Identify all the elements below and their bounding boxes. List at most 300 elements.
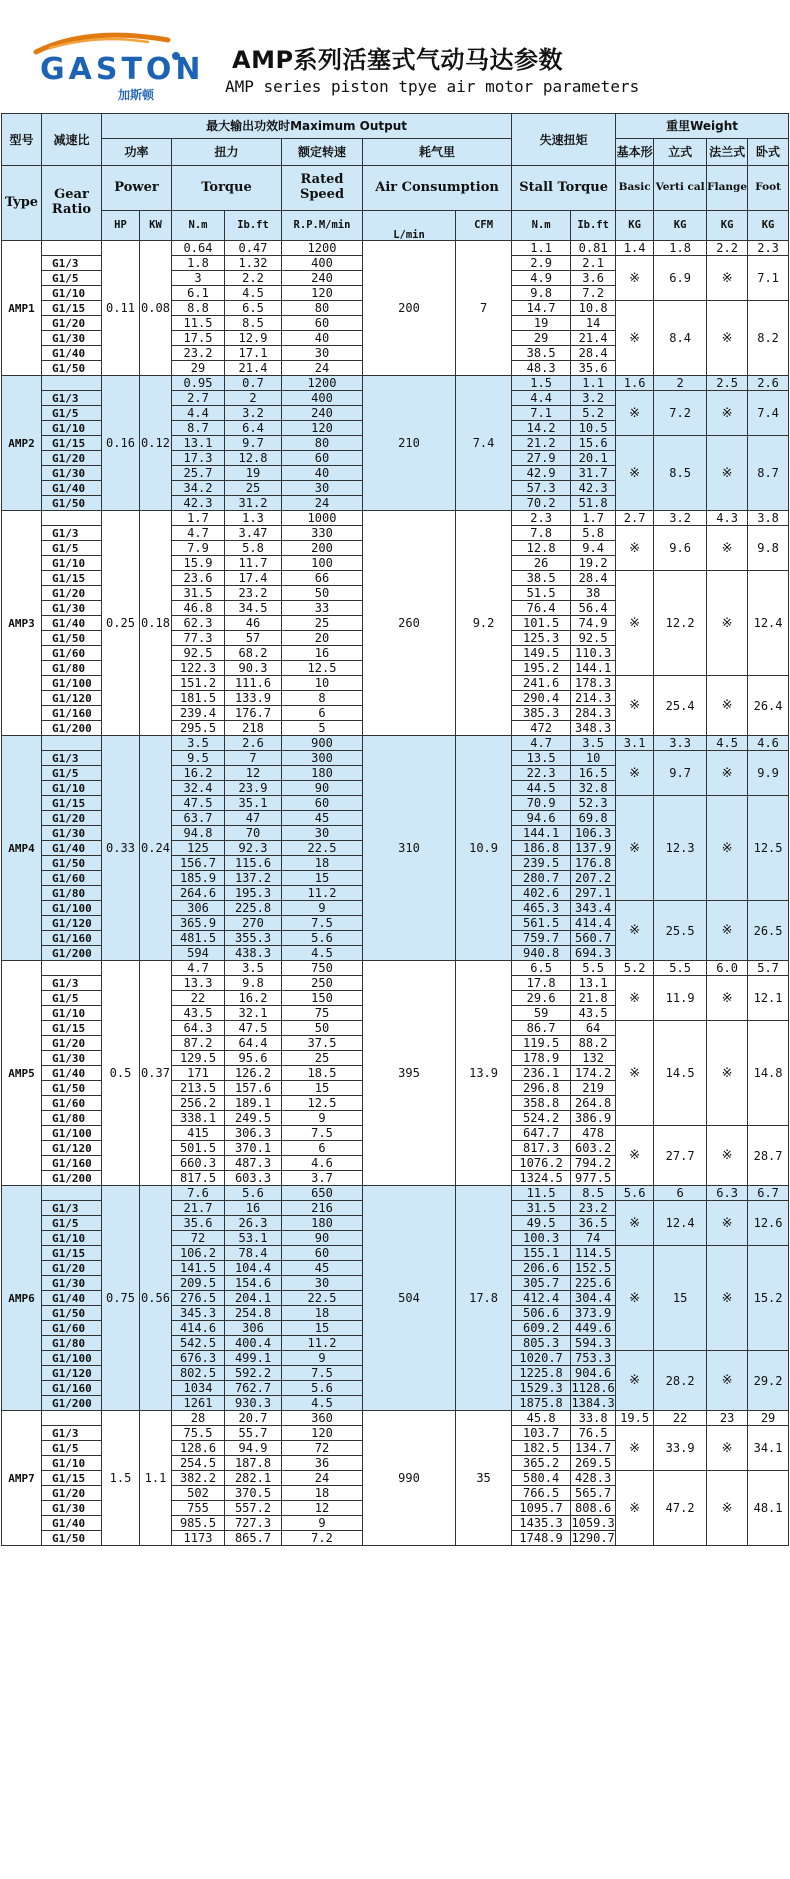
- power-hp-cell: 0.11: [102, 241, 140, 376]
- stall-lbft-cell: 28.4: [571, 571, 616, 586]
- weight-basic-cell: 2.7: [616, 511, 654, 526]
- weight-flange-cell: ※: [707, 391, 748, 436]
- gear-ratio-cell: G1/3: [42, 256, 102, 271]
- weight-foot-cell: 8.7: [748, 436, 789, 511]
- rated-speed-cell: 330: [282, 526, 363, 541]
- torque-lbft-cell: 157.6: [225, 1081, 282, 1096]
- gear-ratio-cell: G1/100: [42, 1351, 102, 1366]
- gear-ratio-cell: G1/10: [42, 1456, 102, 1471]
- torque-nm-cell: 43.5: [172, 1006, 225, 1021]
- stall-lbft-cell: 977.5: [571, 1171, 616, 1186]
- stall-nm-cell: 358.8: [512, 1096, 571, 1111]
- gear-ratio-cell: G1/60: [42, 871, 102, 886]
- gear-ratio-cell: G1/160: [42, 1381, 102, 1396]
- rated-speed-cell: 25: [282, 1051, 363, 1066]
- weight-vertical-cell: 12.3: [654, 796, 707, 901]
- stall-nm-cell: 365.2: [512, 1456, 571, 1471]
- torque-nm-cell: 295.5: [172, 721, 225, 736]
- weight-vertical-cell: 6.9: [654, 256, 707, 301]
- gear-ratio-cell: G1/15: [42, 301, 102, 316]
- rated-speed-cell: 240: [282, 271, 363, 286]
- gear-ratio-cell: G1/5: [42, 991, 102, 1006]
- stall-lbft-cell: 1384.3: [571, 1396, 615, 1410]
- stall-nm-cell: 29: [512, 331, 571, 346]
- weight-foot-cell: 7.1: [748, 256, 789, 301]
- torque-nm-cell: 106.2: [172, 1246, 225, 1261]
- stall-nm-cell: 14.7: [512, 301, 571, 316]
- rated-speed-cell: 7.5: [282, 1126, 363, 1141]
- stall-lbft-cell: 174.2: [571, 1066, 616, 1081]
- rated-speed-cell: 300: [282, 751, 363, 766]
- stall-lbft-cell: 5.2: [571, 406, 616, 421]
- torque-nm-cell: 3: [172, 271, 225, 286]
- stall-lbft-cell: 373.9: [571, 1306, 616, 1321]
- torque-lbft-cell: 5.8: [225, 541, 282, 556]
- stall-lbft-cell: 214.3: [571, 691, 616, 706]
- weight-vertical-cell: 33.9: [654, 1426, 707, 1471]
- rated-speed-cell: 4.5: [282, 946, 363, 961]
- weight-vertical-cell: 25.4: [654, 676, 707, 736]
- air-lmin-cell: 395: [363, 961, 456, 1186]
- gear-ratio-cell: G1/20: [42, 811, 102, 826]
- gear-ratio-cell: G1/100: [42, 901, 102, 916]
- torque-nm-cell: 13.3: [172, 976, 225, 991]
- stall-lbft-cell: 51.8: [571, 496, 616, 511]
- air-cfm-cell: 7: [456, 241, 512, 376]
- model-name: AMP5: [2, 961, 42, 1186]
- stall-nm-cell: 119.5: [512, 1036, 571, 1051]
- rated-speed-cell: 66: [282, 571, 363, 586]
- torque-lbft-cell: 57: [225, 631, 282, 646]
- rated-speed-cell: 90: [282, 1231, 363, 1246]
- torque-nm-cell: 2.7: [172, 391, 225, 406]
- table-row: [2, 376, 789, 391]
- stall-lbft-cell: 603.2: [571, 1141, 616, 1156]
- stall-nm-cell: 1076.2: [512, 1156, 571, 1171]
- gear-ratio-cell: G1/20: [42, 1261, 102, 1276]
- stall-nm-cell: 647.7: [512, 1126, 571, 1141]
- stall-nm-cell: 236.1: [512, 1066, 571, 1081]
- torque-nm-cell: 11.5: [172, 316, 225, 331]
- torque-lbft-cell: 47: [225, 811, 282, 826]
- torque-nm-cell: 151.2: [172, 676, 225, 691]
- stall-lbft-cell: 297.1: [571, 886, 616, 901]
- stall-lbft-cell: 76.5: [571, 1426, 616, 1441]
- parameter-table: [1, 113, 789, 1546]
- weight-flange-cell: ※: [707, 1426, 748, 1471]
- table-row: [2, 241, 789, 256]
- page-title: AMP系列活塞式气动马达参数: [232, 46, 564, 74]
- weight-flange-cell: 4.3: [707, 511, 748, 526]
- stall-nm-cell: 178.9: [512, 1051, 571, 1066]
- stall-nm-cell: 26: [512, 556, 571, 571]
- rated-speed-cell: 650: [282, 1186, 363, 1201]
- stall-nm-cell: 44.5: [512, 781, 571, 796]
- rated-speed-cell: 12: [282, 1501, 363, 1516]
- weight-flange-cell: 6.0: [707, 961, 748, 976]
- weight-vertical-cell: 28.2: [654, 1351, 707, 1411]
- rated-speed-cell: 45: [282, 1261, 363, 1276]
- rated-speed-cell: 120: [282, 421, 363, 436]
- torque-nm-cell: 209.5: [172, 1276, 225, 1291]
- power-hp-cell: 1.5: [102, 1411, 140, 1546]
- rated-speed-cell: 120: [282, 1426, 363, 1441]
- torque-nm-cell: 9.5: [172, 751, 225, 766]
- rated-speed-cell: 40: [282, 331, 363, 346]
- rated-speed-cell: 4.5: [282, 1396, 363, 1411]
- rated-speed-cell: 216: [282, 1201, 363, 1216]
- rated-speed-cell: 30: [282, 481, 363, 496]
- unit-cfm: CFM: [456, 211, 512, 241]
- weight-foot-cell: 3.8: [748, 511, 789, 526]
- stall-nm-cell: 101.5: [512, 616, 571, 631]
- header-rated-speed: Rated Speed: [282, 166, 363, 211]
- stall-lbft-cell: 594.3: [571, 1336, 616, 1351]
- gear-ratio-cell: G1/100: [42, 1126, 102, 1141]
- gear-ratio-cell: [42, 241, 102, 256]
- weight-vertical-cell: 9.6: [654, 526, 707, 571]
- torque-lbft-cell: 12: [225, 766, 282, 781]
- unit-kg-flange: KG: [707, 211, 748, 241]
- rated-speed-cell: 240: [282, 406, 363, 421]
- air-cfm-cell: 17.8: [456, 1186, 512, 1411]
- torque-lbft-cell: 92.3: [225, 841, 282, 856]
- unit-stall-lbft: Ib.ft: [571, 211, 616, 241]
- power-kw-cell: 0.18: [140, 511, 172, 736]
- gear-ratio-cell: G1/15: [42, 436, 102, 451]
- gear-ratio-cell: G1/20: [42, 451, 102, 466]
- torque-nm-cell: 35.6: [172, 1216, 225, 1231]
- torque-lbft-cell: 11.7: [225, 556, 282, 571]
- table-header: [2, 114, 789, 241]
- stall-nm-cell: 38.5: [512, 571, 571, 586]
- table-body: [2, 241, 789, 1546]
- stall-lbft-cell: 20.1: [571, 451, 616, 466]
- torque-lbft-cell: 47.5: [225, 1021, 282, 1036]
- torque-nm-cell: 28: [172, 1411, 225, 1426]
- torque-lbft-cell: 254.8: [225, 1306, 282, 1321]
- weight-flange-cell: ※: [707, 1246, 748, 1351]
- torque-nm-cell: 23.6: [172, 571, 225, 586]
- stall-lbft-cell: 144.1: [571, 661, 616, 676]
- torque-lbft-cell: 20.7: [225, 1411, 282, 1426]
- weight-foot-cell: 29: [748, 1411, 789, 1426]
- torque-nm-cell: 72: [172, 1231, 225, 1246]
- stall-lbft-cell: 69.8: [571, 811, 616, 826]
- header-foot: Foot: [748, 166, 789, 211]
- weight-basic-cell: 19.5: [616, 1411, 654, 1426]
- weight-flange-cell: ※: [707, 436, 748, 511]
- rated-speed-cell: 250: [282, 976, 363, 991]
- torque-lbft-cell: 400.4: [225, 1336, 282, 1351]
- weight-vertical-cell: 3.2: [654, 511, 707, 526]
- weight-flange-cell: ※: [707, 1351, 748, 1411]
- stall-lbft-cell: 449.6: [571, 1321, 616, 1336]
- power-kw-cell: 0.56: [140, 1186, 172, 1411]
- gear-ratio-cell: G1/100: [42, 676, 102, 691]
- stall-nm-cell: 296.8: [512, 1081, 571, 1096]
- torque-nm-cell: 213.5: [172, 1081, 225, 1096]
- stall-nm-cell: 805.3: [512, 1336, 571, 1351]
- stall-lbft-cell: 794.2: [571, 1156, 616, 1171]
- stall-lbft-cell: 38: [571, 586, 616, 601]
- weight-basic-cell: ※: [616, 571, 654, 676]
- torque-nm-cell: 0.64: [172, 241, 225, 256]
- torque-lbft-cell: 249.5: [225, 1111, 282, 1126]
- header-flange-cn: 法兰式: [707, 139, 748, 166]
- stall-lbft-cell: 3.6: [571, 271, 616, 286]
- weight-vertical-cell: 1.8: [654, 241, 707, 256]
- stall-lbft-cell: 1128.6: [571, 1381, 615, 1395]
- torque-nm-cell: 542.5: [172, 1336, 225, 1351]
- rated-speed-cell: 80: [282, 436, 363, 451]
- weight-foot-cell: 8.2: [748, 301, 789, 376]
- stall-lbft-cell: 134.7: [571, 1441, 616, 1456]
- stall-nm-cell: 7.8: [512, 526, 571, 541]
- torque-lbft-cell: 23.2: [225, 586, 282, 601]
- torque-nm-cell: 122.3: [172, 661, 225, 676]
- stall-lbft-cell: 0.81: [571, 241, 616, 256]
- stall-nm-cell: 21.2: [512, 436, 571, 451]
- torque-lbft-cell: 499.1: [225, 1351, 282, 1366]
- stall-lbft-cell: 904.6: [571, 1366, 616, 1381]
- stall-nm-cell: 13.5: [512, 751, 571, 766]
- unit-lmin: L/min: [363, 211, 456, 241]
- air-lmin-cell: 310: [363, 736, 456, 961]
- torque-lbft-cell: 55.7: [225, 1426, 282, 1441]
- stall-lbft-cell: 219: [571, 1081, 616, 1096]
- stall-nm-cell: 1875.8: [512, 1396, 571, 1411]
- weight-basic-cell: ※: [616, 1246, 654, 1351]
- torque-lbft-cell: 762.7: [225, 1381, 282, 1396]
- torque-nm-cell: 16.2: [172, 766, 225, 781]
- rated-speed-cell: 4.6: [282, 1156, 363, 1171]
- rated-speed-cell: 7.5: [282, 1366, 363, 1381]
- gear-ratio-cell: [42, 736, 102, 751]
- torque-lbft-cell: 115.6: [225, 856, 282, 871]
- torque-lbft-cell: 0.7: [225, 376, 282, 391]
- stall-nm-cell: 290.4: [512, 691, 571, 706]
- weight-vertical-cell: 15: [654, 1246, 707, 1351]
- weight-foot-cell: 48.1: [748, 1471, 789, 1546]
- header-air-cn: 耗气里: [363, 139, 512, 166]
- stall-lbft-cell: 92.5: [571, 631, 616, 646]
- gear-ratio-cell: G1/15: [42, 1021, 102, 1036]
- stall-lbft-cell: 3.5: [571, 736, 616, 751]
- weight-vertical-cell: 12.2: [654, 571, 707, 676]
- torque-nm-cell: 0.95: [172, 376, 225, 391]
- gear-ratio-cell: G1/30: [42, 331, 102, 346]
- stall-lbft-cell: 14: [571, 316, 616, 331]
- stall-nm-cell: 280.7: [512, 871, 571, 886]
- stall-nm-cell: 2.3: [512, 511, 571, 526]
- stall-nm-cell: 125.3: [512, 631, 571, 646]
- weight-flange-cell: 2.2: [707, 241, 748, 256]
- stall-nm-cell: 1225.8: [512, 1366, 571, 1381]
- torque-nm-cell: 256.2: [172, 1096, 225, 1111]
- gear-ratio-cell: G1/30: [42, 1276, 102, 1291]
- stall-nm-cell: 1095.7: [512, 1501, 571, 1516]
- weight-foot-cell: 28.7: [748, 1126, 789, 1186]
- gear-ratio-cell: G1/15: [42, 571, 102, 586]
- gear-ratio-cell: G1/120: [42, 1141, 102, 1156]
- stall-lbft-cell: 5.8: [571, 526, 616, 541]
- rated-speed-cell: 5: [282, 721, 363, 736]
- rated-speed-cell: 6: [282, 706, 363, 721]
- weight-vertical-cell: 27.7: [654, 1126, 707, 1186]
- gear-ratio-cell: G1/10: [42, 556, 102, 571]
- unit-kg-foot: KG: [748, 211, 789, 241]
- gear-ratio-cell: G1/3: [42, 391, 102, 406]
- torque-nm-cell: 8.8: [172, 301, 225, 316]
- weight-basic-cell: ※: [616, 751, 654, 796]
- gear-ratio-cell: G1/30: [42, 1051, 102, 1066]
- torque-nm-cell: 1261: [172, 1396, 225, 1411]
- weight-foot-cell: 12.5: [748, 796, 789, 901]
- logo-text: GASTON: [40, 52, 205, 87]
- torque-nm-cell: 17.3: [172, 451, 225, 466]
- torque-nm-cell: 129.5: [172, 1051, 225, 1066]
- rated-speed-cell: 15: [282, 1081, 363, 1096]
- torque-nm-cell: 29: [172, 361, 225, 376]
- stall-nm-cell: 11.5: [512, 1186, 571, 1201]
- air-lmin-cell: 504: [363, 1186, 456, 1411]
- rated-speed-cell: 5.6: [282, 1381, 363, 1396]
- stall-nm-cell: 1748.9: [512, 1531, 571, 1546]
- stall-nm-cell: 86.7: [512, 1021, 571, 1036]
- gear-ratio-cell: G1/20: [42, 316, 102, 331]
- weight-basic-cell: 5.2: [616, 961, 654, 976]
- torque-lbft-cell: 0.47: [225, 241, 282, 256]
- power-hp-cell: 0.33: [102, 736, 140, 961]
- power-kw-cell: 0.08: [140, 241, 172, 376]
- torque-nm-cell: 6.1: [172, 286, 225, 301]
- gear-ratio-cell: G1/50: [42, 1306, 102, 1321]
- header-stall-torque: Stall Torque: [512, 166, 616, 211]
- torque-nm-cell: 87.2: [172, 1036, 225, 1051]
- rated-speed-cell: 90: [282, 781, 363, 796]
- torque-nm-cell: 501.5: [172, 1141, 225, 1156]
- gear-ratio-cell: G1/5: [42, 271, 102, 286]
- gear-ratio-cell: [42, 1186, 102, 1201]
- stall-lbft-cell: 1059.3: [571, 1516, 615, 1530]
- weight-flange-cell: ※: [707, 796, 748, 901]
- weight-vertical-cell: 2: [654, 376, 707, 391]
- stall-nm-cell: 49.5: [512, 1216, 571, 1231]
- torque-lbft-cell: 94.9: [225, 1441, 282, 1456]
- torque-nm-cell: 141.5: [172, 1261, 225, 1276]
- rated-speed-cell: 18: [282, 1306, 363, 1321]
- weight-flange-cell: ※: [707, 1126, 748, 1186]
- gear-ratio-cell: G1/10: [42, 286, 102, 301]
- stall-nm-cell: 4.7: [512, 736, 571, 751]
- gear-ratio-cell: G1/20: [42, 1036, 102, 1051]
- weight-vertical-cell: 9.7: [654, 751, 707, 796]
- torque-lbft-cell: 25: [225, 481, 282, 496]
- stall-nm-cell: 239.5: [512, 856, 571, 871]
- stall-nm-cell: 76.4: [512, 601, 571, 616]
- torque-nm-cell: 25.7: [172, 466, 225, 481]
- gear-ratio-cell: G1/60: [42, 646, 102, 661]
- page-subtitle: AMP series piston tpye air motor parameters: [225, 77, 640, 96]
- gear-ratio-cell: G1/80: [42, 886, 102, 901]
- rated-speed-cell: 45: [282, 811, 363, 826]
- rated-speed-cell: 30: [282, 826, 363, 841]
- stall-lbft-cell: 64: [571, 1021, 616, 1036]
- rated-speed-cell: 36: [282, 1456, 363, 1471]
- weight-flange-cell: ※: [707, 571, 748, 676]
- rated-speed-cell: 80: [282, 301, 363, 316]
- stall-nm-cell: 7.1: [512, 406, 571, 421]
- torque-nm-cell: 414.6: [172, 1321, 225, 1336]
- rated-speed-cell: 9: [282, 1516, 363, 1531]
- stall-nm-cell: 144.1: [512, 826, 571, 841]
- gear-ratio-cell: G1/20: [42, 1486, 102, 1501]
- stall-lbft-cell: 428.3: [571, 1471, 616, 1486]
- torque-lbft-cell: 9.8: [225, 976, 282, 991]
- torque-lbft-cell: 12.8: [225, 451, 282, 466]
- rated-speed-cell: 30: [282, 346, 363, 361]
- stall-nm-cell: 94.6: [512, 811, 571, 826]
- stall-nm-cell: 385.3: [512, 706, 571, 721]
- rated-speed-cell: 5.6: [282, 931, 363, 946]
- torque-lbft-cell: 46: [225, 616, 282, 631]
- torque-nm-cell: 338.1: [172, 1111, 225, 1126]
- weight-vertical-cell: 3.3: [654, 736, 707, 751]
- stall-nm-cell: 472: [512, 721, 571, 736]
- torque-lbft-cell: 23.9: [225, 781, 282, 796]
- gear-ratio-cell: G1/5: [42, 541, 102, 556]
- stall-nm-cell: 42.9: [512, 466, 571, 481]
- header-foot-cn: 卧式: [748, 139, 789, 166]
- rated-speed-cell: 9: [282, 901, 363, 916]
- weight-foot-cell: 14.8: [748, 1021, 789, 1126]
- stall-lbft-cell: 176.8: [571, 856, 616, 871]
- table-row: [2, 1411, 789, 1426]
- rated-speed-cell: 16: [282, 646, 363, 661]
- rated-speed-cell: 180: [282, 766, 363, 781]
- unit-lbft: Ib.ft: [225, 211, 282, 241]
- torque-nm-cell: 75.5: [172, 1426, 225, 1441]
- stall-nm-cell: 766.5: [512, 1486, 571, 1501]
- torque-lbft-cell: 370.5: [225, 1486, 282, 1501]
- rated-speed-cell: 20: [282, 631, 363, 646]
- weight-foot-cell: 9.9: [748, 751, 789, 796]
- gear-ratio-cell: G1/3: [42, 526, 102, 541]
- stall-lbft-cell: 52.3: [571, 796, 616, 811]
- gear-ratio-cell: G1/50: [42, 631, 102, 646]
- model-name: AMP1: [2, 241, 42, 376]
- header-flange: Flange: [707, 166, 748, 211]
- gear-ratio-cell: G1/160: [42, 706, 102, 721]
- stall-nm-cell: 817.3: [512, 1141, 571, 1156]
- torque-lbft-cell: 34.5: [225, 601, 282, 616]
- torque-lbft-cell: 1.3: [225, 511, 282, 526]
- weight-basic-cell: ※: [616, 1201, 654, 1246]
- weight-basic-cell: ※: [616, 1471, 654, 1546]
- stall-lbft-cell: 9.4: [571, 541, 616, 556]
- weight-basic-cell: ※: [616, 901, 654, 961]
- torque-lbft-cell: 2: [225, 391, 282, 406]
- torque-lbft-cell: 603.3: [225, 1171, 282, 1186]
- stall-nm-cell: 305.7: [512, 1276, 571, 1291]
- gear-ratio-cell: G1/50: [42, 1081, 102, 1096]
- rated-speed-cell: 7.2: [282, 1531, 363, 1546]
- weight-flange-cell: ※: [707, 1021, 748, 1126]
- torque-nm-cell: 254.5: [172, 1456, 225, 1471]
- torque-lbft-cell: 6.4: [225, 421, 282, 436]
- gear-ratio-cell: G1/200: [42, 946, 102, 961]
